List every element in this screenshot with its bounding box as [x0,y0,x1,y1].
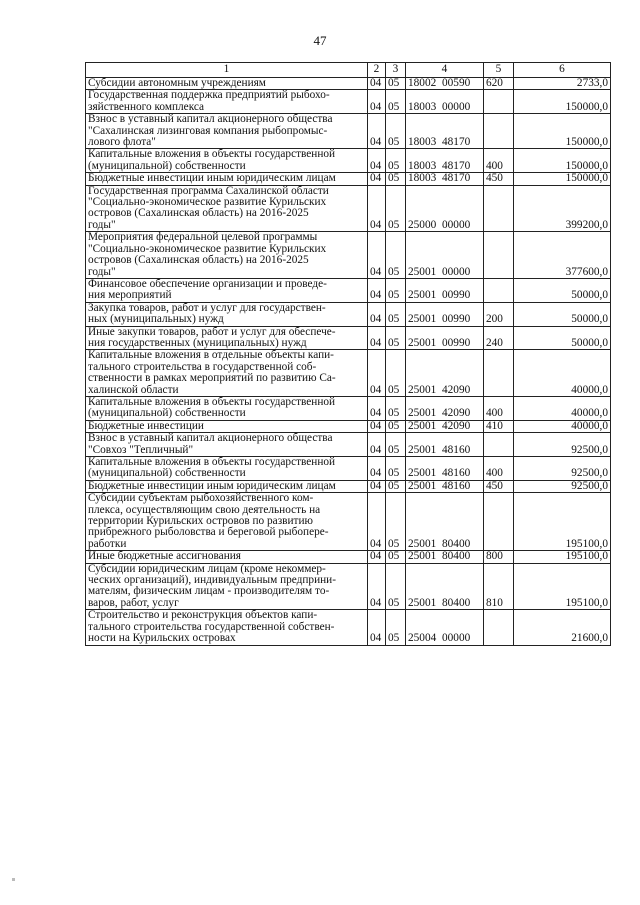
table-row [86,78,611,90]
header-col-1: 1 [86,63,368,78]
row-program-code: 25001 [408,443,437,456]
row-section: 04 [368,302,386,326]
row-expense-type: 400 [484,457,514,481]
row-section: 04 [368,396,386,420]
row-subsection: 05 [386,185,406,232]
row-program-code: 25001 [408,467,437,480]
row-section: 04 [368,278,386,302]
row-subsection: 05 [386,114,406,149]
row-amount: 21600,0 [514,610,611,645]
row-program-code: 25001 [408,407,437,420]
row-program-code: 25001 [408,479,437,492]
row-name: Капитальные вложения в объекты государственной (муниципальной) собственности [86,396,368,420]
row-subsection: 05 [386,326,406,350]
row-subsection: 05 [386,302,406,326]
row-subsection: 05 [386,420,406,432]
row-program-code: 25001 [408,537,437,550]
row-amount: 150000,0 [514,114,611,149]
row-direction-code: 48160 [442,467,471,480]
table-row [86,114,611,149]
table-row [86,326,611,350]
row-name: Иные бюджетные ассигнования [86,551,368,563]
row-direction-code: 48160 [442,443,471,456]
row-target-article [406,563,484,610]
row-direction-code: 48160 [442,479,471,492]
row-subsection: 05 [386,610,406,645]
row-expense-type [484,90,514,114]
row-expense-type [484,433,514,457]
row-subsection: 05 [386,493,406,551]
row-amount: 150000,0 [514,90,611,114]
row-direction-code: 00990 [442,289,471,302]
row-name: Бюджетные инвестиции иным юридическим лицам [86,173,368,185]
row-target-article [406,457,484,481]
row-expense-type [484,232,514,279]
row-target-article [406,278,484,302]
row-amount: 40000,0 [514,396,611,420]
row-subsection: 05 [386,551,406,563]
table-row [86,610,611,645]
row-name: Закупка товаров, работ и услуг для государствен- ных (муниципальных) нужд [86,302,368,326]
header-col-3: 3 [386,63,406,78]
row-program-code: 25001 [408,596,437,609]
row-amount: 195100,0 [514,563,611,610]
row-name: Субсидии автономным учреждениям [86,78,368,90]
row-name: Мероприятия федеральной целевой программы "Социально-экономическое развитие Курильских островов (Сахалинская область) на 2016-2025 годы" [86,232,368,279]
row-target-article [406,173,484,185]
row-target-article [406,396,484,420]
table-row [86,90,611,114]
table-row [86,278,611,302]
table-row [86,149,611,173]
row-subsection: 05 [386,563,406,610]
table-row [86,396,611,420]
row-expense-type: 810 [484,563,514,610]
row-direction-code: 00590 [442,77,471,89]
row-expense-type: 200 [484,302,514,326]
budget-table [85,62,611,646]
row-amount: 40000,0 [514,420,611,432]
row-name: Капитальные вложения в объекты государственной (муниципальной) собственности [86,457,368,481]
row-amount: 40000,0 [514,350,611,397]
table-row [86,185,611,232]
row-section: 04 [368,610,386,645]
row-section: 04 [368,114,386,149]
table-row [86,302,611,326]
row-name: Иные закупки товаров, работ и услуг для обеспече- ния государственных (муниципальных) нужд [86,326,368,350]
row-program-code: 25000 [408,218,437,231]
row-amount: 2733,0 [514,78,611,90]
header-col-4: 4 [406,63,484,78]
row-subsection: 05 [386,396,406,420]
row-direction-code: 80400 [442,596,471,609]
row-amount: 377600,0 [514,232,611,279]
table-row [86,433,611,457]
row-name: Бюджетные инвестиции [86,420,368,432]
row-section: 04 [368,185,386,232]
row-target-article [406,185,484,232]
table-row [86,493,611,551]
row-direction-code: 00990 [442,336,471,349]
row-target-article [406,480,484,492]
row-direction-code: 00990 [442,313,471,326]
row-name: Государственная поддержка предприятий рыбохо- зяйственного комплекса [86,90,368,114]
row-name: Бюджетные инвестиции иным юридическим лицам [86,480,368,492]
row-section: 04 [368,433,386,457]
row-subsection: 05 [386,173,406,185]
row-program-code: 25001 [408,265,437,278]
row-target-article [406,232,484,279]
row-target-article [406,350,484,397]
scan-mark [12,878,15,881]
row-amount: 50000,0 [514,278,611,302]
row-expense-type [484,493,514,551]
row-program-code: 25001 [408,313,437,326]
row-expense-type [484,350,514,397]
row-subsection: 05 [386,90,406,114]
row-direction-code: 42090 [442,383,471,396]
row-subsection: 05 [386,78,406,90]
row-expense-type: 410 [484,420,514,432]
row-direction-code: 80400 [442,537,471,550]
row-expense-type [484,278,514,302]
row-amount: 399200,0 [514,185,611,232]
row-target-article [406,90,484,114]
row-direction-code: 42090 [442,407,471,420]
row-subsection: 05 [386,232,406,279]
row-expense-type: 800 [484,551,514,563]
row-section: 04 [368,563,386,610]
row-expense-type: 240 [484,326,514,350]
row-section: 04 [368,457,386,481]
row-amount: 50000,0 [514,326,611,350]
table-row [86,563,611,610]
row-program-code: 25001 [408,550,437,563]
row-expense-type: 450 [484,173,514,185]
row-amount: 195100,0 [514,551,611,563]
row-target-article [406,493,484,551]
table-row [86,350,611,397]
table-header-row [86,63,611,78]
row-amount: 150000,0 [514,149,611,173]
header-col-6: 6 [514,63,611,78]
row-target-article [406,551,484,563]
row-program-code: 18003 [408,136,437,149]
table-row [86,232,611,279]
row-expense-type: 450 [484,480,514,492]
row-expense-type: 400 [484,396,514,420]
row-amount: 195100,0 [514,493,611,551]
row-program-code: 25001 [408,419,437,432]
table-body [86,78,611,646]
row-section: 04 [368,493,386,551]
row-program-code: 25001 [408,289,437,302]
page-number: 47 [313,33,327,48]
row-subsection: 05 [386,278,406,302]
row-target-article [406,326,484,350]
row-name: Капитальные вложения в объекты государственной (муниципальной) собственности [86,149,368,173]
header-col-5: 5 [484,63,514,78]
table-row [86,480,611,492]
row-subsection: 05 [386,457,406,481]
row-amount: 92500,0 [514,457,611,481]
row-subsection: 05 [386,480,406,492]
row-expense-type: 620 [484,78,514,90]
row-target-article [406,610,484,645]
row-name: Строительство и реконструкция объектов капи- тального строительства государственной собствен- ности на Курильских островах [86,610,368,645]
row-expense-type [484,185,514,232]
row-target-article [406,78,484,90]
row-direction-code: 48170 [442,136,471,149]
row-subsection: 05 [386,350,406,397]
row-target-article [406,433,484,457]
row-section: 04 [368,420,386,432]
row-section: 04 [368,173,386,185]
row-name: Субсидии субъектам рыбохозяйственного ком- плекса, осуществляющим свою деятельность на территории Курильских островов по развитию прибрежного рыболовства и береговой рыбопере- работки [86,493,368,551]
row-subsection: 05 [386,149,406,173]
row-direction-code: 00000 [442,218,471,231]
table-row [86,173,611,185]
row-direction-code: 42090 [442,419,471,432]
row-amount: 50000,0 [514,302,611,326]
row-program-code: 25001 [408,383,437,396]
table-row [86,457,611,481]
row-name: Взнос в уставный капитал акционерного общества "Сахалинская лизинговая компания рыбопромыс- лового флота" [86,114,368,149]
row-program-code: 18003 [408,159,437,172]
row-direction-code: 80400 [442,550,471,563]
row-target-article [406,420,484,432]
row-section: 04 [368,480,386,492]
row-amount: 92500,0 [514,480,611,492]
row-section: 04 [368,551,386,563]
row-name: Государственная программа Сахалинской области "Социально-экономическое развитие Курильских островов (Сахалинская область) на 2016-2025 годы" [86,185,368,232]
row-amount: 150000,0 [514,173,611,185]
row-section: 04 [368,149,386,173]
row-direction-code: 00000 [442,265,471,278]
row-target-article [406,302,484,326]
row-name: Взнос в уставный капитал акционерного общества "Совхоз "Тепличный" [86,433,368,457]
row-program-code: 18002 [408,77,437,89]
table-row [86,551,611,563]
row-program-code: 18003 [408,100,437,113]
row-section: 04 [368,232,386,279]
row-section: 04 [368,90,386,114]
row-amount: 92500,0 [514,433,611,457]
row-subsection: 05 [386,433,406,457]
table-row [86,420,611,432]
row-name: Субсидии юридическим лицам (кроме некоммер- ческих организаций), индивидуальным предприни- мателям, физическим лицам - производителям то- варов, работ, услуг [86,563,368,610]
header-col-2: 2 [368,63,386,78]
row-direction-code: 00000 [442,100,471,113]
row-target-article [406,114,484,149]
row-name: Финансовое обеспечение организации и проведе- ния мероприятий [86,278,368,302]
row-direction-code: 48170 [442,159,471,172]
row-expense-type [484,114,514,149]
row-program-code: 25001 [408,336,437,349]
row-section: 04 [368,78,386,90]
row-program-code: 18003 [408,172,437,185]
row-name: Капитальные вложения в отдельные объекты капи- тального строительства в государственной соб- ственности в рамках мероприятий по развитию Са- халинской области [86,350,368,397]
row-section: 04 [368,350,386,397]
row-expense-type: 400 [484,149,514,173]
row-program-code: 25004 [408,632,437,645]
row-target-article [406,149,484,173]
row-expense-type [484,610,514,645]
row-section: 04 [368,326,386,350]
row-direction-code: 48170 [442,172,471,185]
row-direction-code: 00000 [442,632,471,645]
